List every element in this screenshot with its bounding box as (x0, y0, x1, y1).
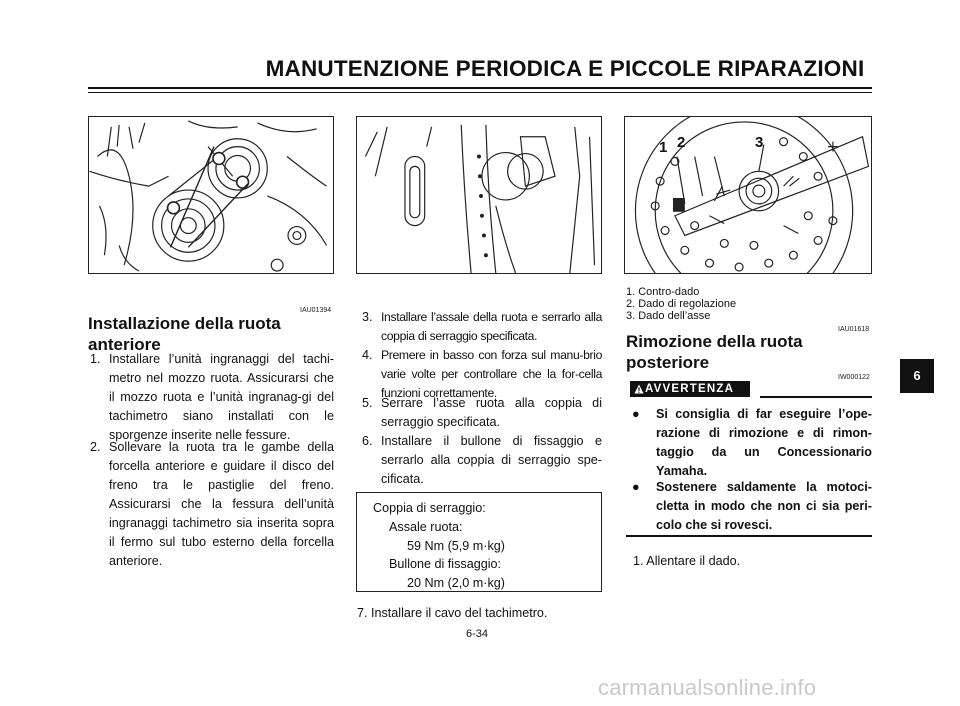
heading-line: Installazione della ruota (88, 314, 281, 333)
legend-item: 1. Contro-dado (626, 286, 700, 298)
torque-axle-label: Assale ruota: (389, 520, 463, 534)
heading-line: posteriore (626, 353, 710, 372)
torque-bolt-value: 20 Nm (2,0 m·kg) (407, 576, 505, 590)
list-item (362, 394, 602, 432)
page-title: MANUTENZIONE PERIODICA E PICCOLE RIPARAZIONI (265, 56, 865, 81)
list-item (362, 308, 602, 346)
callout-2: 2 (677, 134, 686, 151)
warning-bullet (632, 405, 872, 481)
callout-3: 3 (755, 134, 764, 151)
front-hub-illustration (89, 117, 333, 273)
section-heading-rear-wheel (626, 331, 803, 373)
heading-line: anteriore (88, 335, 161, 354)
step-text: Sollevare la ruota tra le gambe della forcella anteriore e guidare il disco del freno tra le pastiglie del freno. Assicurarsi che la fessura dell’unità ingranaggi tachimetro sia inserita sopra il fermo sul tubo esterno della forcella anteriore. (109, 440, 334, 568)
torque-title: Coppia di serraggio: (373, 501, 486, 515)
page-number: 6-34 (466, 628, 489, 640)
section-code: IAU01394 (300, 307, 332, 314)
bullet-text: Si consiglia di far eseguire l’ope-razione di rimozione e di rimon-taggio da un Concessionario Yamaha. (656, 407, 872, 478)
warning-rule (760, 396, 872, 398)
step-number: 1. (90, 352, 101, 366)
warning-bullet (632, 478, 872, 535)
bullet-dot: ● (632, 407, 640, 421)
legend-item: 3. Dado dell’asse (626, 310, 711, 322)
warning-code: IW000122 (838, 374, 870, 381)
step-number: 4. (362, 348, 373, 362)
warning-bottom-rule (626, 535, 872, 537)
list-item (90, 350, 334, 445)
figure-front-fork (356, 116, 602, 274)
torque-bolt-label: Bullone di fissaggio: (389, 557, 502, 571)
step-text: Serrare l’asse ruota alla coppia di serraggio specificata. (381, 396, 602, 429)
callout-1: 1 (659, 139, 668, 156)
chapter-tab: 6 (900, 359, 934, 393)
bullet-text: Sostenere saldamente la motoci-cletta in modo che non ci sia peri-colo che si rovesci. (656, 480, 872, 532)
step-number: 2. (90, 440, 101, 454)
section-heading-front-wheel (88, 313, 281, 355)
list-item (362, 432, 602, 489)
step-loosen-nut: 1. Allentare il dado. (633, 554, 741, 568)
step-text: Installare l’assale della ruota e serrarlo alla coppia di serraggio specificata. (381, 310, 602, 343)
step-text: Installare l’unità ingranaggi del tachi-metro nel mozzo ruota. Assicurarsi che il mozzo ruota e l’unità ingranag-gi del tachimetro siano installati con le sporgenze inserite nelle fessure. (109, 352, 334, 442)
header-rule-thick (88, 87, 872, 89)
step-text: Installare il bullone di fissaggio e serrarlo alla coppia di serraggio spe-cificata. (381, 434, 602, 486)
torque-axle-value: 59 Nm (5,9 m·kg) (407, 539, 505, 553)
step-number: 6. (362, 434, 373, 448)
figure-front-hub (88, 116, 334, 274)
warning-icon (634, 384, 644, 394)
step-number: 5. (362, 396, 373, 410)
figure-legend (626, 286, 736, 322)
legend-item: 2. Dado di regolazione (626, 298, 737, 310)
list-item (90, 438, 334, 571)
section-code: IAU01618 (838, 326, 870, 333)
bullet-dot: ● (632, 480, 640, 494)
front-fork-illustration (357, 117, 601, 273)
header-rule-thin (88, 92, 872, 93)
figure-rear-axle (624, 116, 872, 274)
warning-badge: AVVERTENZA (630, 381, 750, 397)
step-7: 7. Installare il cavo del tachimetro. (357, 606, 548, 620)
heading-line: Rimozione della ruota (626, 332, 803, 351)
step-number: 3. (362, 310, 373, 324)
watermark: carmanualsonline.info (598, 675, 817, 700)
step-text: Premere in basso con forza sul manu-brio varie volte per controllare che la for-cella funzioni correttamente. (381, 348, 602, 400)
torque-spec-box (356, 492, 602, 592)
